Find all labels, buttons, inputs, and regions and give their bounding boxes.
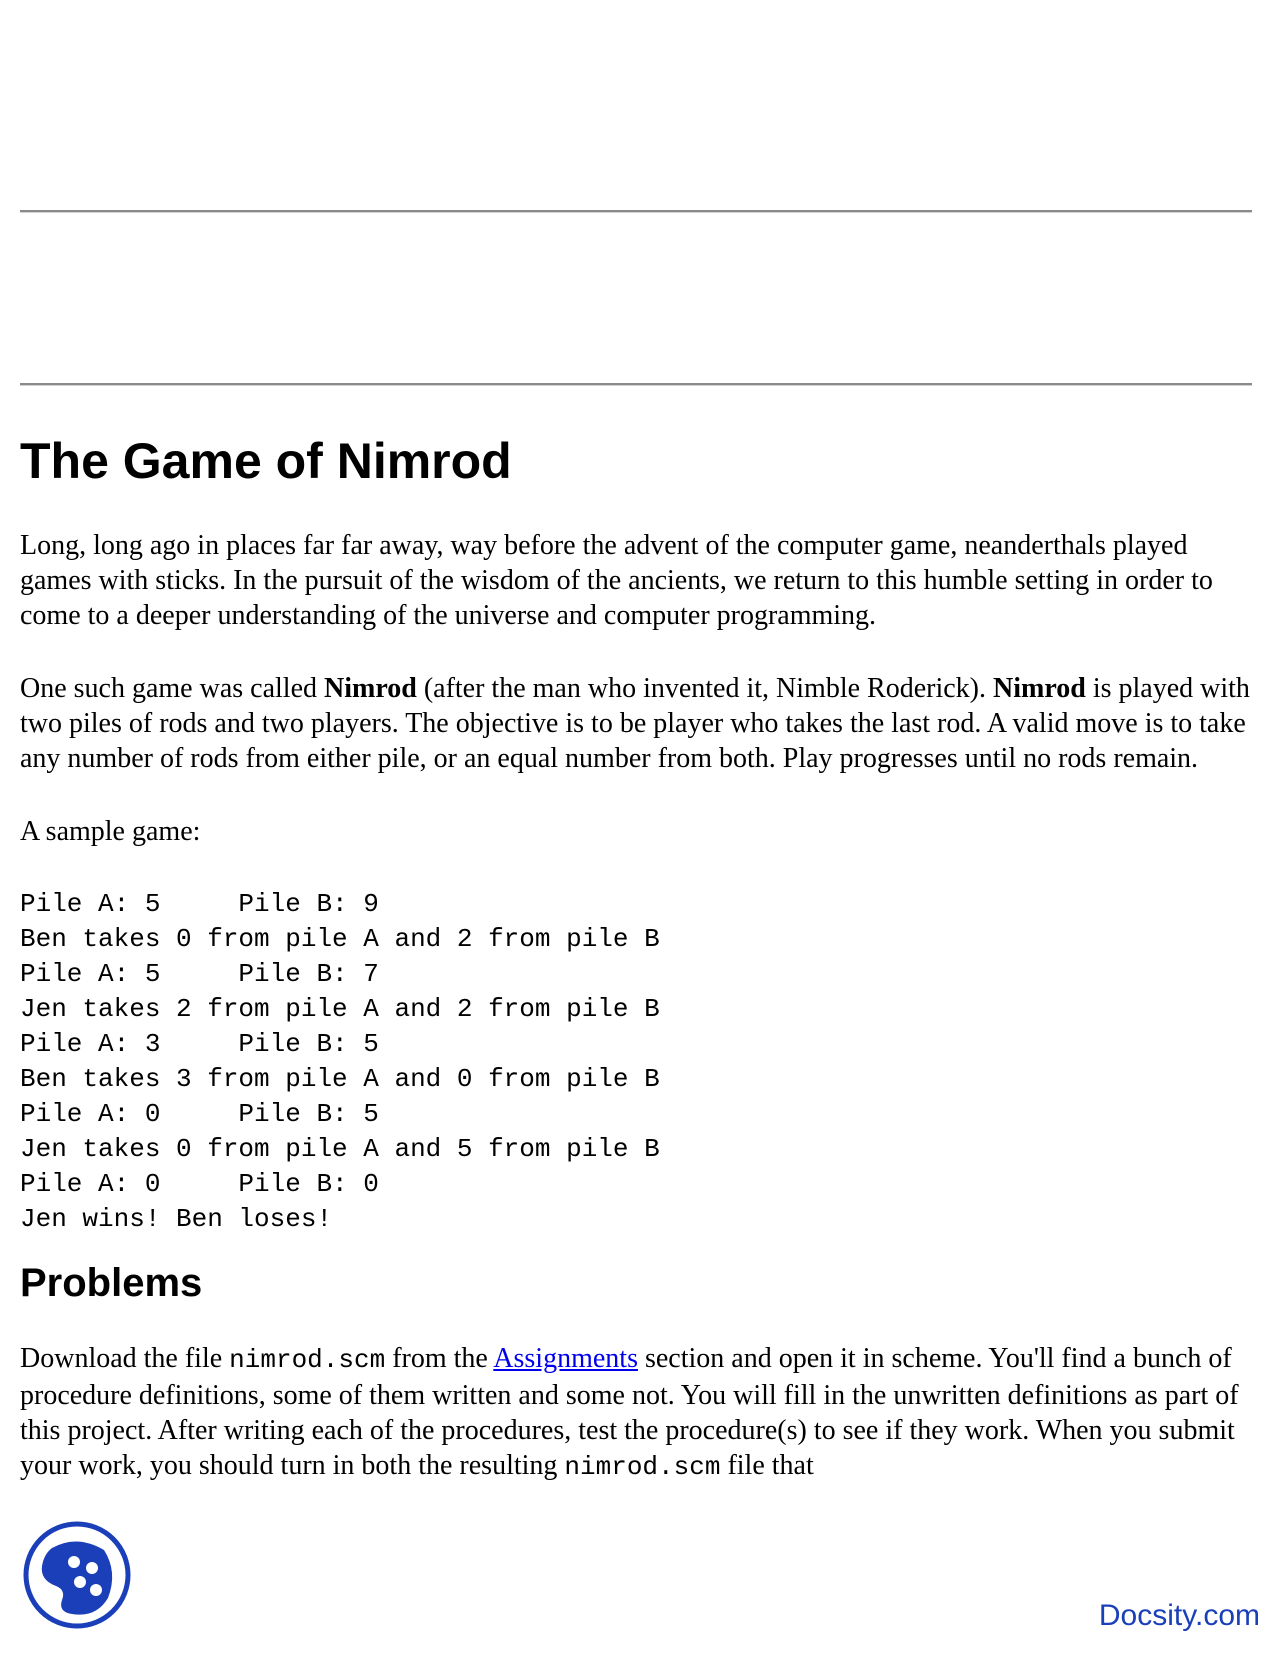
sample-game-line: Pile A: 0 Pile B: 5 [20,1099,379,1129]
docsity-logo-icon [22,1520,132,1630]
filename-code-2: nimrod.scm [564,1452,721,1482]
problems-paragraph [20,1341,1260,1485]
rules-paragraph [20,671,1260,776]
page-title: The Game of Nimrod [20,433,512,489]
problems-text-3: section and open it in scheme. You'll find a bunch of procedure definitions, some of them written and some not. You will fill in the unwritten definitions as part of this project. After writing each of the procedures, test the procedure(s) to see if they work. When you submit your work, you should turn in both the resulting [20,1343,1239,1481]
horizontal-rule-bottom [20,383,1252,386]
rules-text-3: is played with two piles of rods and two players. The objective is to be player who takes the last rod. A valid move is to take any number of rods from either pile, or an equal number from both. Play progresses until no rods remain. [20,673,1250,774]
sample-game-line: Ben takes 0 from pile A and 2 from pile B [20,924,660,954]
filename-code-1: nimrod.scm [229,1345,386,1375]
problems-heading: Problems [20,1261,203,1305]
assignments-link[interactable]: Assignments [493,1343,638,1374]
horizontal-rule-top [20,210,1252,213]
sample-game-line: Ben takes 3 from pile A and 0 from pile B [20,1064,660,1094]
document-content [20,432,1260,1523]
rules-text-1: One such game was called [20,673,324,704]
sample-label: A sample game: [20,816,201,847]
sample-game-line: Jen takes 2 from pile A and 2 from pile B [20,994,660,1024]
sample-game-line: Jen takes 0 from pile A and 5 from pile B [20,1134,660,1164]
intro-paragraph: Long, long ago in places far far away, way before the advent of the computer game, neanderthals played games with sticks. In the pursuit of the wisdom of the ancients, we return to this humble setting in order to come to a deeper understanding of the universe and computer programming. [20,530,1213,631]
problems-text-1: Download the file [20,1343,230,1374]
sample-game-line: Jen wins! Ben loses! [20,1204,333,1234]
problems-text-2: from the [385,1343,494,1374]
sample-game-block [20,887,1260,1237]
rules-bold-nimrod-2: Nimrod [993,673,1086,704]
problems-text-4: file that [720,1450,814,1481]
sample-game-line: Pile A: 5 Pile B: 7 [20,959,379,989]
docsity-brand-text[interactable]: Docsity.com [1098,1599,1260,1632]
rules-text-2: (after the man who invented it, Nimble Roderick). [416,673,993,704]
rules-bold-nimrod-1: Nimrod [324,673,417,704]
sample-game-line: Pile A: 0 Pile B: 0 [20,1169,379,1199]
sample-game-line: Pile A: 3 Pile B: 5 [20,1029,379,1059]
sample-game-line: Pile A: 5 Pile B: 9 [20,889,379,919]
